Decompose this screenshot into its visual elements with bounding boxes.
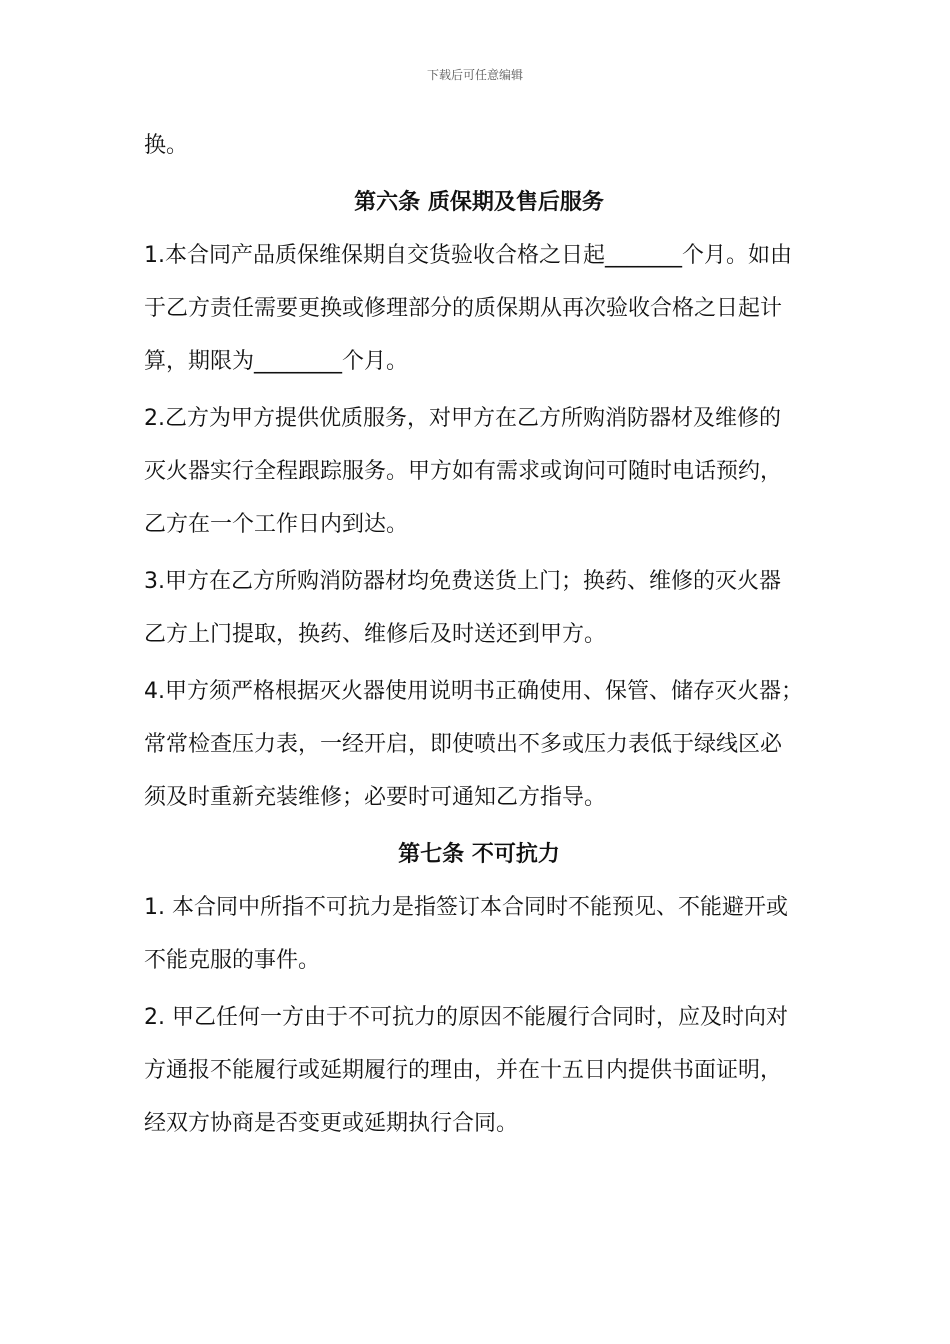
paragraph-line: 常常检查压力表，一经开启，即使喷出不多或压力表低于绿线区必 <box>144 732 783 757</box>
paragraph-line: 2. 甲乙任何一方由于不可抗力的原因不能履行合同时，应及时向对 <box>144 1005 788 1030</box>
document-body <box>144 128 814 1163</box>
continuation-paragraph <box>144 128 814 164</box>
paragraph-line: 3.甲方在乙方所购消防器材均免费送货上门；换药、维修的灭火器 <box>144 569 781 594</box>
paragraph-line: 1.本合同产品质保维保期自交货验收合格之日起_______个月。如由 <box>144 243 792 268</box>
paragraph-line: 换。 <box>144 133 189 158</box>
paragraph-line: 灭火器实行全程跟踪服务。甲方如有需求或询问可随时电话预约， <box>144 459 783 484</box>
section-6-item-3 <box>144 564 814 653</box>
paragraph-line: 算，期限为________个月。 <box>144 349 409 374</box>
section-7-heading: 第七条 不可抗力 <box>398 842 560 867</box>
section-7-item-2 <box>144 1000 814 1142</box>
header-note: 下载后可任意编辑 <box>426 68 523 82</box>
paragraph-line: 于乙方责任需要更换或修理部分的质保期从再次验收合格之日起计 <box>144 296 783 321</box>
section-6-heading: 第六条 质保期及售后服务 <box>354 190 604 215</box>
paragraph-line: 1. 本合同中所指不可抗力是指签订本合同时不能预见、不能避开或 <box>144 895 788 920</box>
paragraph-line: 2.乙方为甲方提供优质服务，对甲方在乙方所购消防器材及维修的 <box>144 406 781 431</box>
paragraph-line: 乙方在一个工作日内到达。 <box>144 512 409 537</box>
paragraph-line: 须及时重新充装维修；必要时可通知乙方指导。 <box>144 785 607 810</box>
section-7-item-1 <box>144 890 814 979</box>
paragraph-line: 乙方上门提取，换药、维修后及时送还到甲方。 <box>144 622 607 647</box>
paragraph-line: 4.甲方须严格根据灭火器使用说明书正确使用、保管、储存灭火器； <box>144 679 803 704</box>
section-6-item-2 <box>144 401 814 543</box>
section-6-item-1 <box>144 238 814 380</box>
paragraph-line: 不能克服的事件。 <box>144 948 321 973</box>
section-6-item-4 <box>144 674 814 816</box>
paragraph-line: 方通报不能履行或延期履行的理由，并在十五日内提供书面证明， <box>144 1058 783 1083</box>
paragraph-line: 经双方协商是否变更或延期执行合同。 <box>144 1111 519 1136</box>
